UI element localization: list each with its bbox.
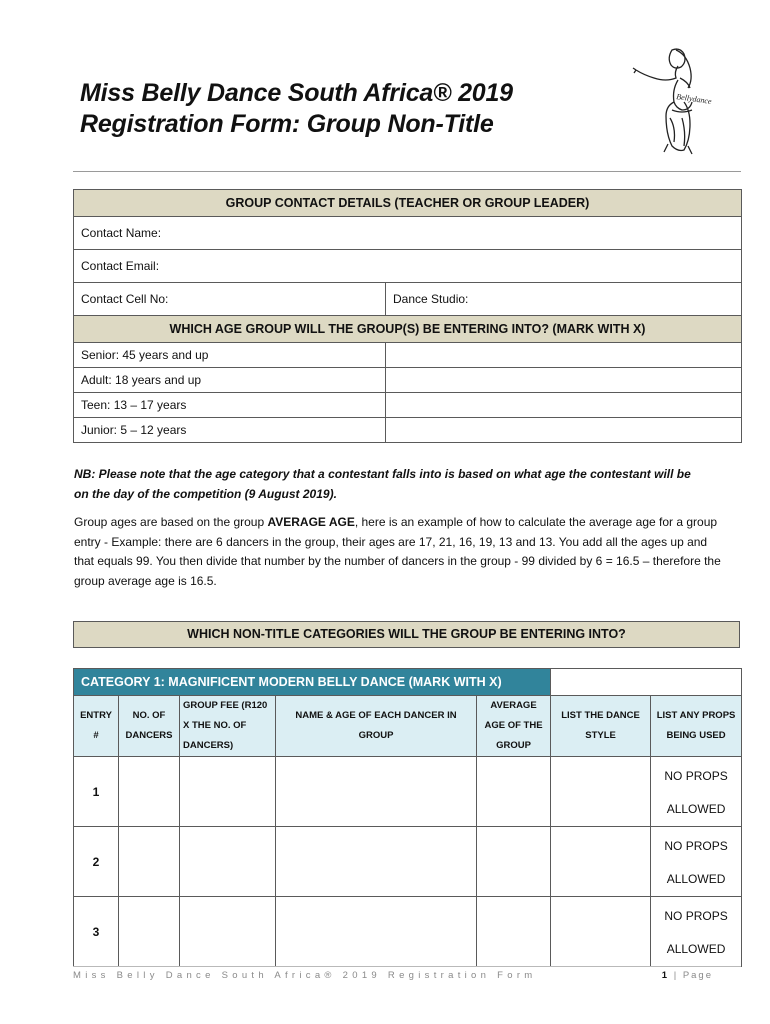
nb-note [74, 464, 724, 504]
category-1-title: CATEGORY 1: MAGNIFICENT MODERN BELLY DANCE (MARK WITH X) [74, 669, 551, 696]
contact-email-field[interactable]: Contact Email: [74, 250, 742, 283]
props-cell [651, 897, 742, 967]
column-group-fee: GROUP FEE (R120 X THE NO. OF DANCERS) [180, 696, 276, 757]
nb-line-1: NB: Please note that the age category that a contestant falls into is based on what age the contestant will be [74, 467, 691, 481]
paragraph-after: , here is an example of how to calculate the average age for a group entry - Example: there are 6 dancers in the group, their ages are 17, 21, 16, 19, 13 and 13. You add all the ages up and that equals 99. You then divide that number by the number of dancers in the group - 99 divided by 6 = 16.5 – therefore the group average age is 16.5. [74, 515, 721, 588]
dancers-cell[interactable] [119, 827, 180, 897]
column-average-age: AVERAGE AGE OF THE GROUP [477, 696, 551, 757]
names-cell[interactable] [276, 757, 477, 827]
belly-dancer-logo [632, 44, 712, 156]
page-footer [73, 966, 741, 987]
dance-style-cell[interactable] [551, 827, 651, 897]
dance-studio-field[interactable]: Dance Studio: [386, 283, 742, 316]
dance-style-cell[interactable] [551, 757, 651, 827]
category-1-table [73, 668, 742, 967]
no-props-text: NO PROPS [664, 909, 728, 923]
names-cell[interactable] [276, 827, 477, 897]
contact-age-table [73, 189, 742, 443]
page-title [80, 78, 513, 140]
dancers-cell[interactable] [119, 757, 180, 827]
average-age-paragraph [74, 513, 724, 591]
age-group-mark-cell[interactable] [386, 393, 742, 418]
contact-name-field[interactable]: Contact Name: [74, 217, 742, 250]
fee-cell[interactable] [180, 897, 276, 967]
column-entry: ENTRY # [74, 696, 119, 757]
nb-line-2: on the day of the competition (9 August 2019). [74, 487, 337, 501]
age-group-header: WHICH AGE GROUP WILL THE GROUP(S) BE ENTERING INTO? (MARK WITH X) [74, 316, 742, 343]
contact-cell-field[interactable]: Contact Cell No: [74, 283, 386, 316]
allowed-text: ALLOWED [666, 942, 726, 956]
age-group-label: Senior: 45 years and up [74, 343, 386, 368]
footer-text: Miss Belly Dance South Africa® 2019 Registration Form [73, 970, 537, 981]
paragraph-before: Group ages are based on the group [74, 515, 268, 529]
column-props: LIST ANY PROPS BEING USED [651, 696, 742, 757]
average-age-cell[interactable] [477, 897, 551, 967]
page-num: 1 [661, 970, 670, 981]
age-group-mark-cell[interactable] [386, 343, 742, 368]
props-cell [651, 827, 742, 897]
page-number [662, 970, 713, 981]
title-line-1: Miss Belly Dance South Africa® 2019 [80, 79, 513, 107]
dancers-cell[interactable] [119, 897, 180, 967]
fee-cell[interactable] [180, 827, 276, 897]
age-group-mark-cell[interactable] [386, 418, 742, 443]
age-group-label: Teen: 13 – 17 years [74, 393, 386, 418]
names-cell[interactable] [276, 897, 477, 967]
no-props-text: NO PROPS [664, 769, 728, 783]
entry-number: 3 [74, 897, 119, 967]
non-title-categories-header: WHICH NON-TITLE CATEGORIES WILL THE GROUP BE ENTERING INTO? [73, 621, 740, 648]
entry-number: 1 [74, 757, 119, 827]
fee-cell[interactable] [180, 757, 276, 827]
category-1-blank [551, 669, 742, 696]
age-group-label: Adult: 18 years and up [74, 368, 386, 393]
average-age-cell[interactable] [477, 827, 551, 897]
page-sep: | [669, 970, 683, 981]
allowed-text: ALLOWED [666, 872, 726, 886]
column-no-of-dancers: NO. OF DANCERS [119, 696, 180, 757]
page-word: Page [682, 970, 713, 981]
entry-number: 2 [74, 827, 119, 897]
props-cell [651, 757, 742, 827]
column-dance-style: LIST THE DANCE STYLE [551, 696, 651, 757]
age-group-label: Junior: 5 – 12 years [74, 418, 386, 443]
allowed-text: ALLOWED [666, 802, 726, 816]
paragraph-bold: AVERAGE AGE [267, 515, 355, 529]
column-name-age: NAME & AGE OF EACH DANCER IN GROUP [276, 696, 477, 757]
logo-text: Bellydance [675, 92, 712, 106]
title-line-2: Registration Form: Group Non-Title [80, 110, 494, 138]
title-divider [73, 171, 741, 172]
age-group-mark-cell[interactable] [386, 368, 742, 393]
no-props-text: NO PROPS [664, 839, 728, 853]
contact-details-header: GROUP CONTACT DETAILS (TEACHER OR GROUP LEADER) [74, 190, 742, 217]
average-age-cell[interactable] [477, 757, 551, 827]
dance-style-cell[interactable] [551, 897, 651, 967]
